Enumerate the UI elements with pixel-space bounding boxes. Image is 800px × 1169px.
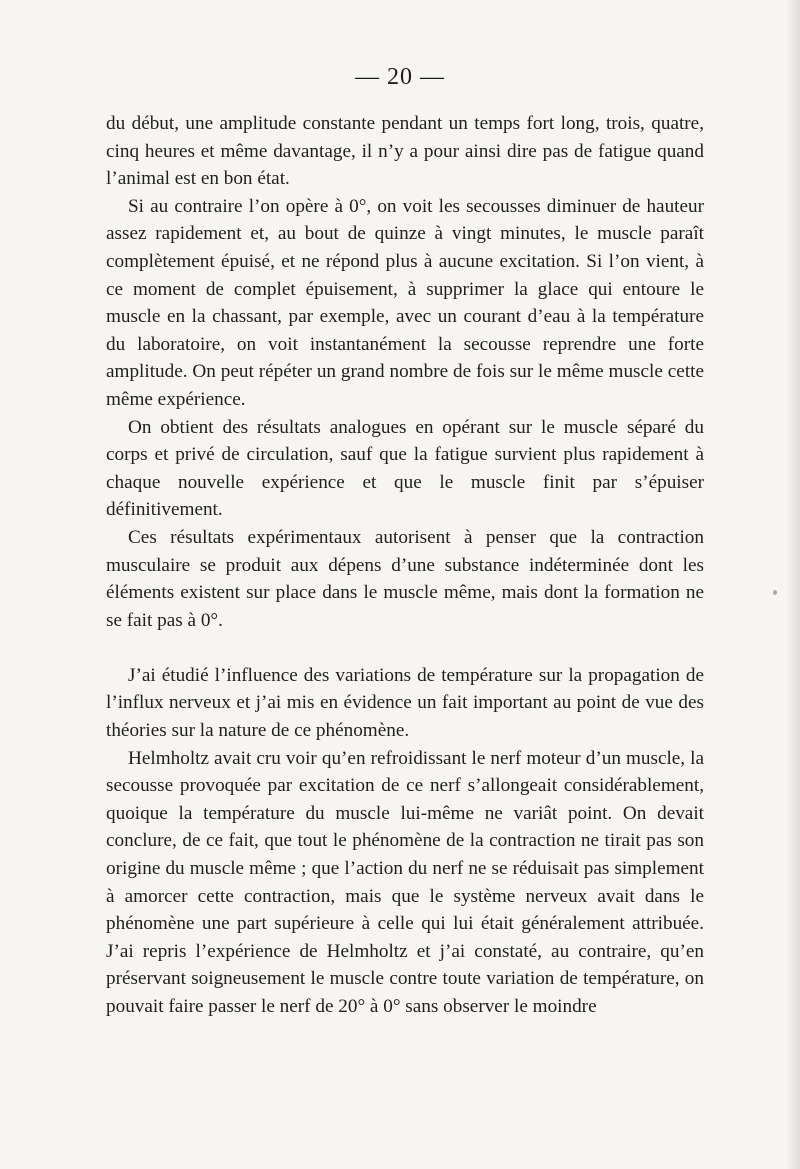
page-edge-shadow: [786, 0, 800, 1169]
paragraph-5: J’ai étudié l’influence des variations de température sur la propagation de l’influx nerveux et j’ai mis en évidence un fait important au point de vue des théories sur la nature de ce phénomène.: [106, 664, 704, 742]
paragraph-2: Si au contraire l’on opère à 0°, on voit les secousses diminuer de hauteur assez rapidement et, au bout de quinze à vingt minutes, le muscle paraît complètement épuisé, et ne répond plus à aucune excitation. Si l’on vient, à ce moment de complet épuisement, à supprimer la glace qui entoure le muscle en la chassant, par exemple, avec un courant d’eau à la température du laboratoire, on voit instantanément la secousse reprendre une forte amplitude. On peut répéter un grand nombre de fois sur le même muscle cette même expérience.: [106, 195, 704, 410]
paragraph-1: du début, une amplitude constante pendant un temps fort long, trois, quatre, cinq heures et même davantage, il n’y a pour ainsi dire pas de fatigue quand l’animal est en bon état.: [106, 113, 704, 190]
body-text: [106, 110, 704, 1021]
paper-speck: [773, 590, 777, 595]
paragraph-6: Helmholtz avait cru voir qu’en refroidissant le nerf moteur d’un muscle, la secousse provoquée par excitation de ce nerf s’allongeait considérablement, quoique la température du muscle lui-même ne variât point. On devait conclure, de ce fait, que tout le phénomène de la contraction ne tirait pas son origine du muscle même ; que l’action du nerf ne se réduisait pas simplement à amorcer cette contraction, mais que le système nerveux avait dans le phénomène une part supérieure à celle qui lui était généralement attribuée. J’ai repris l’expérience de Helmholtz et j’ai constaté, au contraire, qu’en préservant soigneusement le muscle contre toute variation de température, on pouvait faire passer le nerf de 20° à 0° sans observer le moindre: [106, 747, 704, 1017]
page-number: — 20 —: [355, 64, 445, 90]
paragraph-3: On obtient des résultats analogues en opérant sur le muscle séparé du corps et privé de circulation, sauf que la fatigue survient plus rapidement à chaque nouvelle expérience et que le muscle finit par s’épuiser définitivement.: [106, 416, 704, 521]
section-gap: [106, 634, 704, 662]
paragraph-4: Ces résultats expérimentaux autorisent à penser que la contraction musculaire se produit aux dépens d’une substance indéterminée dont les éléments existent sur place dans le muscle même, mais dont la formation ne se fait pas à 0°.: [106, 526, 704, 631]
